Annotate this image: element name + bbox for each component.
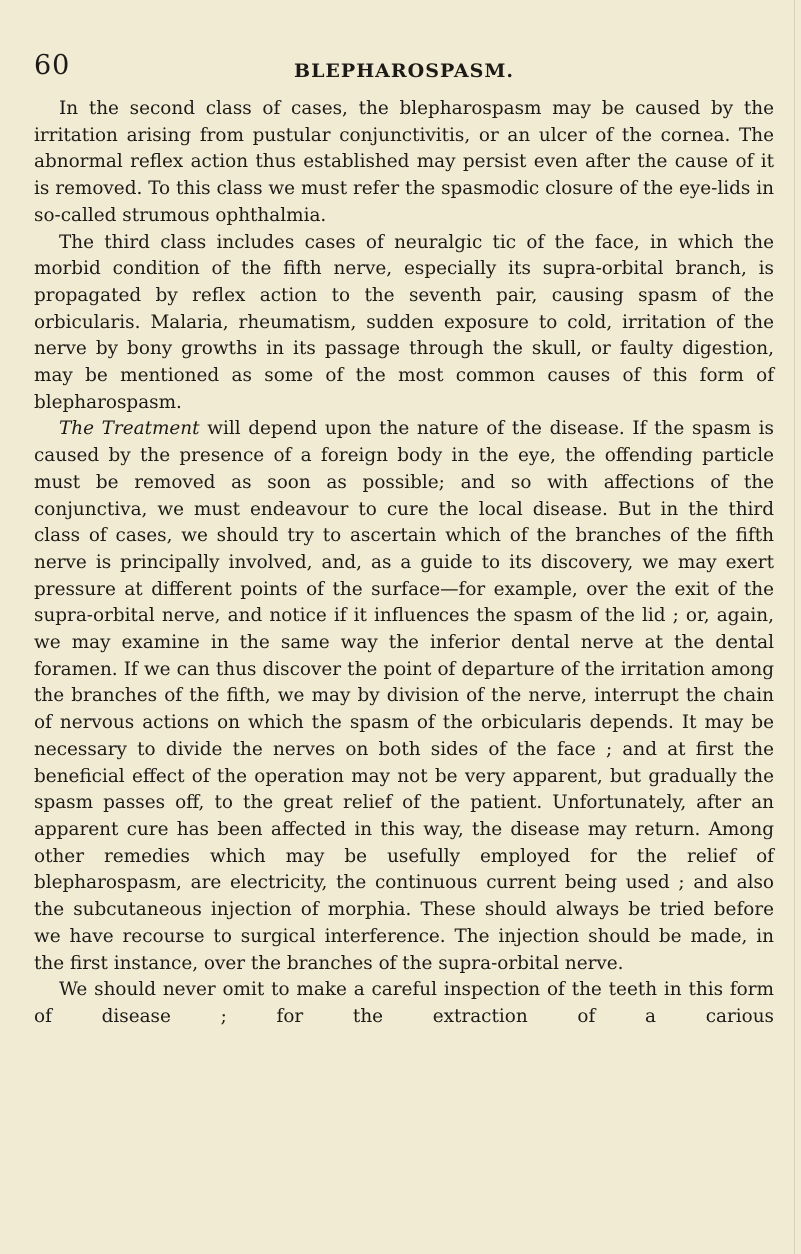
page-header <box>34 0 774 96</box>
paragraph-third-class <box>34 230 774 417</box>
page-number: 60 <box>34 50 71 81</box>
paragraph-text: The third class includes cases of neuralgic tic of the face, in which the morbid condition of the fifth nerve, especially its supra-orbital branch, is propagated by reflex action to the seventh pair, causing spasm of the orbicularis. Malaria, rheumatism, sudden exposure to cold, irritation of the nerve by bony growths in its passage through the skull, or faulty digestion, may be mentioned as some of the most common causes of this form of blepharospasm. <box>34 231 774 413</box>
page-edge-divider <box>794 0 795 1254</box>
paragraph-treatment <box>34 416 774 977</box>
book-page <box>34 0 774 1254</box>
paragraph-text: will depend upon the nature of the disease. If the spasm is caused by the presence of a foreign body in the eye, the offending particle must be removed as soon as possible; and so with affections of the conjunctiva, we must endeavour to cure the local disease. But in the third class of cases, we should try to ascertain which of the branches of the fifth nerve is principally involved, and, as a guide to its discovery, we may exert pressure at different points of the surface—for example, over the exit of the supra-orbital nerve, and notice if it influences the spasm of the lid ; or, again, we may examine in the same way the inferior dental nerve at the dental foramen. If we can thus discover the point of departure of the irritation among the branches of the fifth, we may by division of the nerve, interrupt the chain of nervous actions on which the spasm of the orbicularis depends. It may be necessary to divide the nerves on both sides of the face ; and at first the beneficial effect of the operation may not be very apparent, but gradually the spasm passes off, to the great relief of the patient. Unfortunately, after an apparent cure has been affected in this way, the disease may return. Among other remedies which may be usefully employed for the relief of blepharospasm, are electricity, the continuous current being used ; and also the subcutaneous injection of morphia. These should always be tried before we have recourse to surgical interference. The injection should be made, in the first instance, over the branches of the supra-orbital nerve. <box>34 418 774 974</box>
treatment-heading: The Treatment <box>59 418 200 440</box>
paragraph-second-class <box>34 96 774 230</box>
paragraph-text: In the second class of cases, the blepharospasm may be caused by the irritation arising from pustular conjunctivitis, or an ulcer of the cornea. The abnormal reflex action thus established may persist even after the cause of it is removed. To this class we must refer the spasmodic closure of the eye-lids in so-called strumous ophthalmia. <box>34 98 774 226</box>
body-text <box>34 96 774 1031</box>
paragraph-text: We should never omit to make a careful inspection of the teeth in this form of disease ; for the extraction of a carious <box>34 979 774 1027</box>
paragraph-teeth <box>34 977 774 1030</box>
running-head: BLEPHAROSPASM. <box>294 60 514 82</box>
